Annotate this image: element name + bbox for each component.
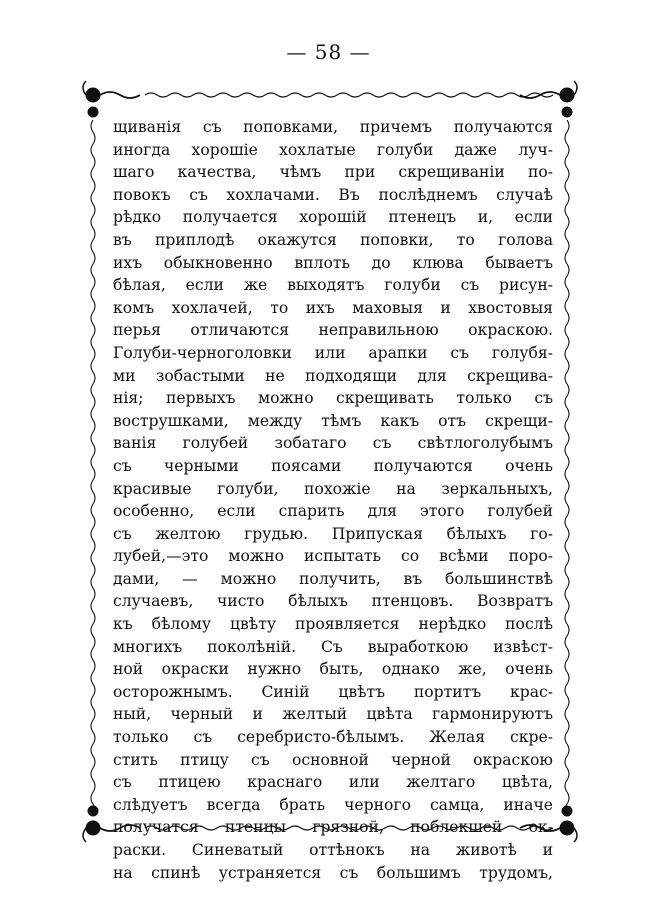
text-line: стить птицу съ основной черной окраскою	[113, 750, 553, 769]
text-line: ный, черный и желтый цвѣта гармонируютъ	[113, 705, 553, 724]
text-line: Голуби-черноголовки или арапки съ голубя-	[113, 343, 553, 362]
text-line: нія; первыхъ можно скрещивать только съ	[113, 389, 553, 408]
text-line: многихъ поколѣній. Съ выработкою извѣст-	[113, 637, 553, 656]
text-line: съ птицею краснаго или желтаго цвѣта,	[113, 773, 553, 792]
text-line: получатся птенцы грязной, поблекшей ок-	[113, 818, 553, 837]
text-line: бѣлая, если же выходятъ голуби съ рисун-	[113, 276, 553, 295]
text-line: красивые голуби, похожіе на зеркальныхъ,	[113, 479, 553, 498]
text-line: перья отличаются неправильною окраскою.	[113, 321, 553, 340]
text-line: только съ серебристо-бѣлымъ. Желая скре-	[113, 728, 553, 747]
text-line: повокъ съ хохлачами. Въ послѣднемъ случаѣ	[113, 185, 553, 204]
border-top	[145, 93, 553, 97]
text-line: въ приплодѣ окажутся поповки, то голова	[113, 230, 553, 249]
text-line: съ желтою грудью. Припуская бѣлыхъ го-	[113, 524, 553, 543]
text-line: комъ хохлачей, то ихъ маховыя и хвостовыя	[113, 298, 553, 317]
border-left	[91, 120, 95, 816]
text-line: лубей,—это можно испытать со всѣми поро-	[113, 547, 553, 566]
text-line: ной окраски нужно быть, однако же, очень	[113, 660, 553, 679]
text-line: щиванія съ поповками, причемъ получаются	[113, 118, 553, 136]
text-line: съ черными поясами получаются очень	[113, 456, 553, 475]
text-line: ми зобастыми не подходящи для скрещива-	[113, 366, 553, 385]
corner-ornament-top-left	[83, 81, 140, 117]
body-text	[113, 116, 553, 884]
text-line: иногда хорошіе хохлатые голуби даже луч-	[113, 140, 553, 159]
text-line: вострушками, между тѣмъ какъ отъ скрещи-	[113, 411, 553, 430]
border-right	[565, 120, 569, 816]
text-line: дами, — можно получить, въ большинствѣ	[113, 569, 553, 588]
text-line: рѣдко получается хорошій птенецъ и, если	[113, 208, 553, 227]
text-line: ванія голубей зобатаго съ свѣтлоголубымъ	[113, 434, 553, 453]
text-line: особенно, если спарить для этого голубей	[113, 502, 553, 521]
corner-ornament-top-right	[520, 81, 577, 117]
text-line: раски. Синеватый оттѣнокъ на животѣ и	[113, 841, 553, 859]
text-line: случаевъ, чисто бѣлыхъ птенцовъ. Возвратъ	[113, 592, 553, 611]
text-line: слѣдуетъ всегда брать черного самца, иначе	[113, 795, 553, 814]
text-line: на спинѣ устраняется съ большимъ трудомъ,	[113, 863, 553, 882]
text-line: осторожнымъ. Синій цвѣтъ портитъ крас-	[113, 682, 553, 701]
text-line: ихъ обыкновенно вплоть до клюва бываетъ	[113, 253, 553, 272]
text-line: къ бѣлому цвѣту проявляется нерѣдко послѣ	[113, 615, 553, 634]
page-number: — 58 —	[286, 40, 371, 64]
text-line: шаго качества, чѣмъ при скрещиваніи по-	[113, 163, 553, 182]
